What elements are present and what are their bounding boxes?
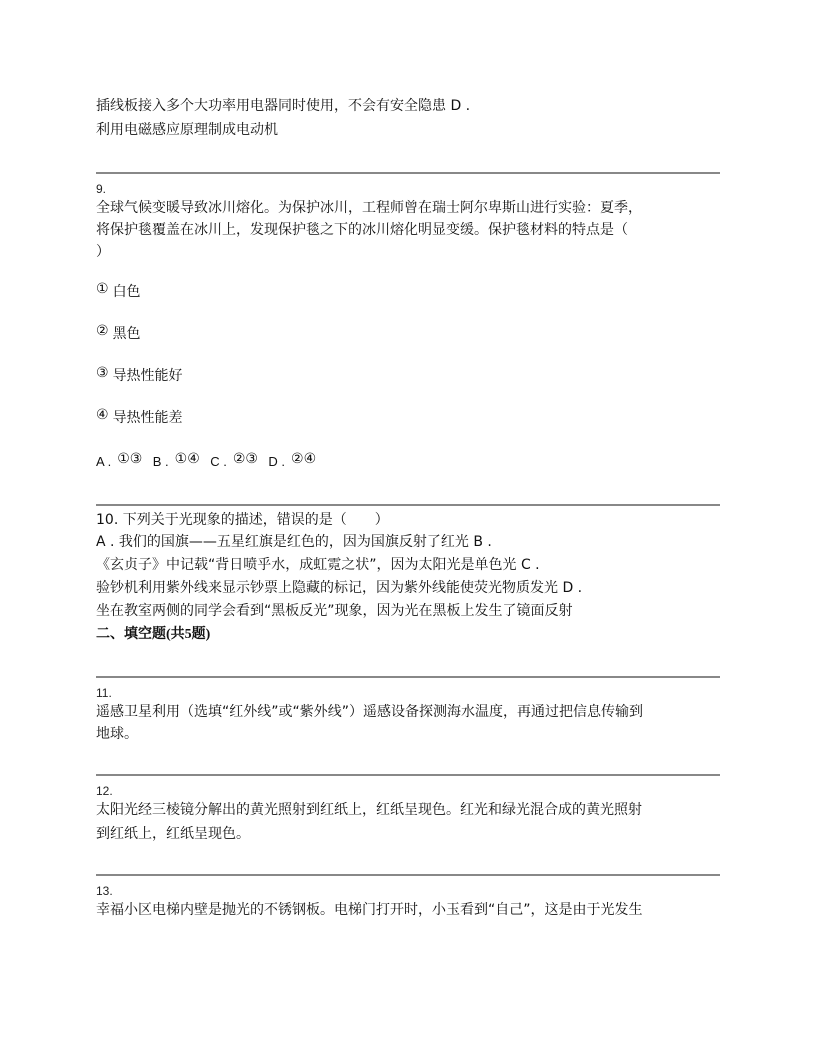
q9-number: 9. bbox=[96, 182, 107, 196]
choice-letter-c: C . bbox=[210, 454, 227, 469]
option-text: 黑色 bbox=[112, 326, 141, 342]
option-mark: ② bbox=[96, 323, 109, 339]
question-divider bbox=[96, 874, 720, 876]
q9-answer-choices bbox=[96, 452, 720, 472]
option-mark: ① bbox=[96, 281, 109, 297]
choice-value-a: ①③ bbox=[117, 451, 143, 467]
q9-option-2 bbox=[96, 324, 720, 344]
choice-letter-b: B . bbox=[152, 454, 169, 469]
choice-value-b: ①④ bbox=[174, 451, 200, 467]
option-mark: ③ bbox=[96, 365, 109, 381]
choice-value-c: ②③ bbox=[232, 451, 258, 467]
intro-line-1: 插线板接入多个大功率用电器同时使用，不会有安全隐患 D . bbox=[96, 98, 471, 114]
q12-text-line-2: 到红纸上，红纸呈现色。 bbox=[96, 826, 250, 842]
option-text: 白色 bbox=[112, 284, 141, 300]
q9-text-line-1: 全球气候变暖导致冰川熔化。为保护冰川，工程师曾在瑞士阿尔卑斯山进行实验：夏季， bbox=[96, 200, 642, 216]
q10-text-line-2: A . 我们的国旗——五星红旗是红色的，因为国旗反射了红光 B . bbox=[96, 534, 492, 550]
q12-number: 12. bbox=[96, 784, 113, 798]
question-divider bbox=[96, 504, 720, 506]
q12-text-line-1: 太阳光经三棱镜分解出的黄光照射到红纸上，红纸呈现色。红光和绿光混合成的黄光照射 bbox=[96, 802, 642, 818]
q9-text-line-3: ） bbox=[96, 244, 110, 260]
option-text: 导热性能好 bbox=[112, 368, 183, 384]
q10-text-line-1: 10. 下列关于光现象的描述，错误的是（ ） bbox=[96, 512, 389, 528]
q9-option-4 bbox=[96, 408, 720, 428]
q13-number: 13. bbox=[96, 884, 113, 898]
question-divider bbox=[96, 172, 720, 174]
q10-text-line-4: 验钞机利用紫外线来显示钞票上隐藏的标记，因为紫外线能使荧光物质发光 D . bbox=[96, 580, 583, 596]
question-divider bbox=[96, 676, 720, 678]
choice-value-d: ②④ bbox=[291, 451, 317, 467]
choice-letter-d: D . bbox=[268, 454, 286, 469]
choice-letter-a: A . bbox=[96, 454, 112, 469]
q9-option-3 bbox=[96, 366, 720, 386]
document-page bbox=[96, 0, 720, 1056]
q11-text-line-2: 地球。 bbox=[96, 726, 138, 742]
q10-text-line-5: 坐在教室两侧的同学会看到“黑板反光”现象，因为光在黑板上发生了镜面反射 bbox=[96, 603, 573, 619]
q10-text-line-3: 《玄贞子》中记载“背日喷乎水，成虹霓之状”，因为太阳光是单色光 C . bbox=[96, 557, 540, 573]
q11-number: 11. bbox=[96, 686, 112, 700]
question-divider bbox=[96, 774, 720, 776]
q11-text-line-1: 遥感卫星利用（选填“红外线”或“紫外线”）遥感设备探测海水温度，再通过把信息传输到 bbox=[96, 704, 644, 720]
intro-line-2: 利用电磁感应原理制成电动机 bbox=[96, 122, 278, 138]
option-text: 导热性能差 bbox=[112, 410, 183, 426]
q9-text-line-2: 将保护毯覆盖在冰川上，发现保护毯之下的冰川熔化明显变缓。保护毯材料的特点是（ bbox=[96, 222, 628, 238]
option-mark: ④ bbox=[96, 407, 109, 423]
section-heading: 二、填空题(共5题) bbox=[96, 627, 211, 642]
q13-text-line-1: 幸福小区电梯内壁是抛光的不锈钢板。电梯门打开时，小玉看到“自己”，这是由于光发生 bbox=[96, 902, 643, 918]
q9-option-1 bbox=[96, 282, 720, 302]
